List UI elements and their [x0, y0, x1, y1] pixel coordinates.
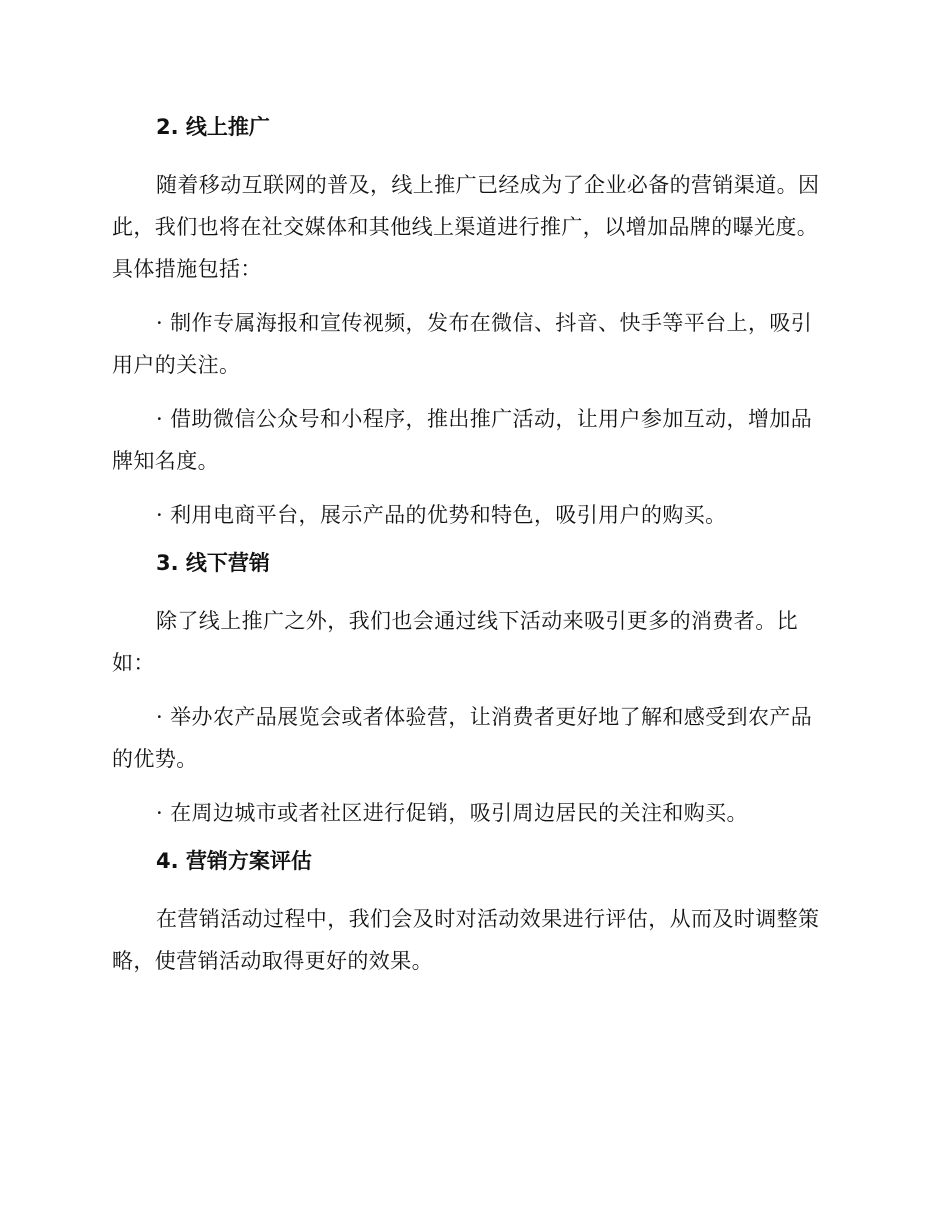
bullet-item: · 借助微信公众号和小程序，推出推广活动，让用户参加互动，增加品牌知名度。 [112, 407, 813, 473]
bullet-item: · 举办农产品展览会或者体验营，让消费者更好地了解和感受到农产品的优势。 [112, 705, 813, 771]
bullet-item: · 利用电商平台，展示产品的优势和特色，吸引用户的购买。 [156, 503, 727, 527]
section-heading: 3. 线下营销 [156, 551, 270, 575]
document-body [112, 112, 832, 994]
section-paragraph: 在营销活动过程中，我们会及时对活动效果进行评估，从而及时调整策略，使营销活动取得更好的效果。 [112, 907, 820, 973]
section-heading: 4. 营销方案评估 [156, 849, 312, 873]
section-heading: 2. 线上推广 [156, 115, 270, 139]
section-offline-marketing [112, 548, 832, 834]
section-marketing-evaluation [112, 846, 832, 982]
bullet-item: · 制作专属海报和宣传视频，发布在微信、抖音、快手等平台上，吸引用户的关注。 [112, 311, 813, 377]
section-paragraph: 随着移动互联网的普及，线上推广已经成为了企业必备的营销渠道。因此，我们也将在社交媒体和其他线上渠道进行推广，以增加品牌的曝光度。具体措施包括： [112, 173, 820, 281]
bullet-item: · 在周边城市或者社区进行促销，吸引周边居民的关注和购买。 [156, 801, 748, 825]
section-online-promotion [112, 112, 832, 536]
section-paragraph: 除了线上推广之外，我们也会通过线下活动来吸引更多的消费者。比如： [112, 609, 798, 675]
